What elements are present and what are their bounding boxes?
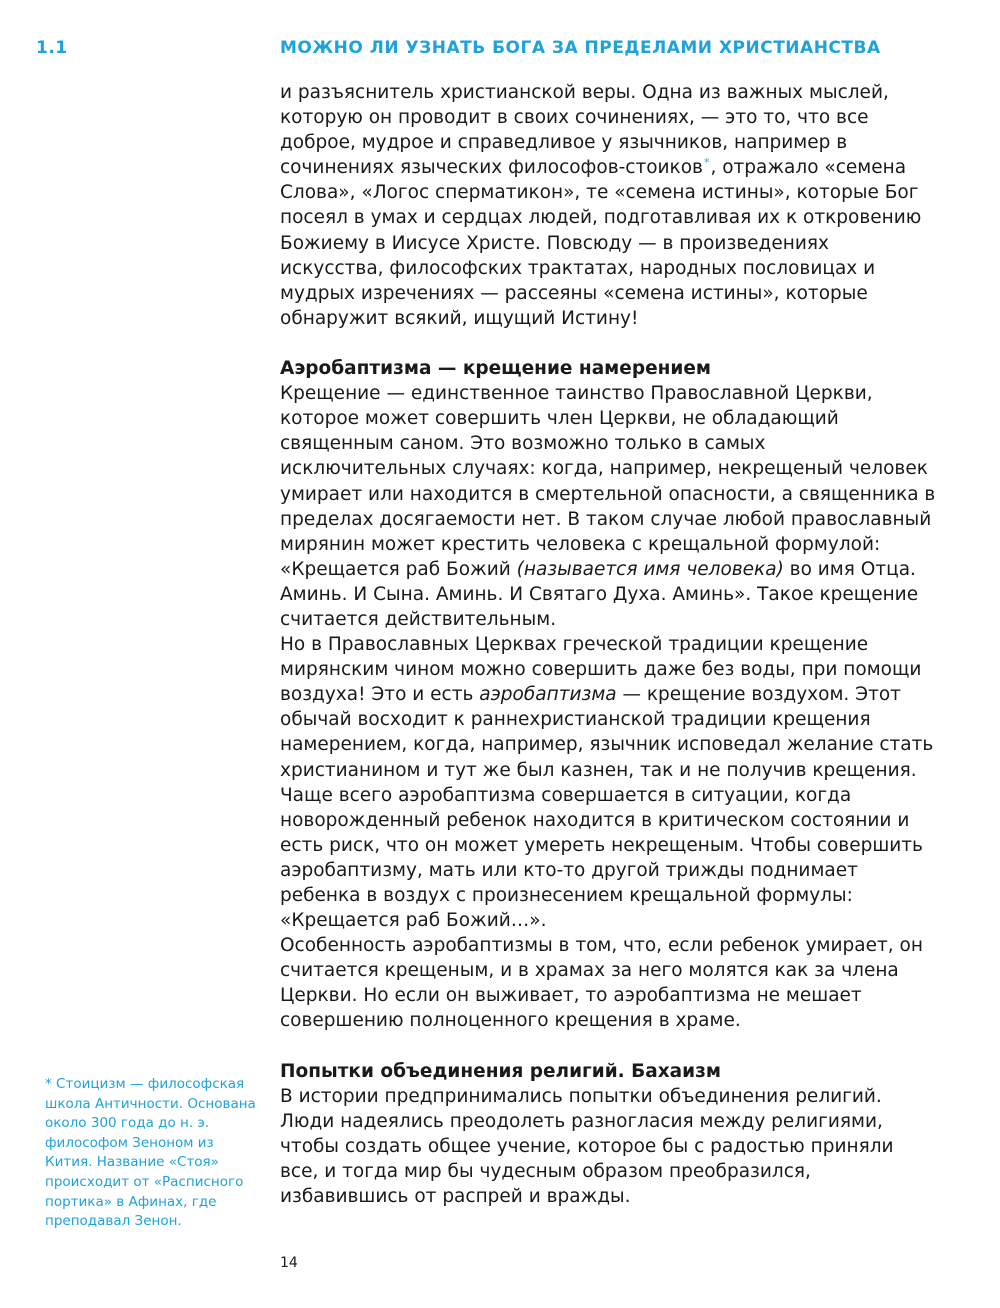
aerobaptism-p2-text: Но в Православных Церквах греческой традиции крещение мирянским чином можно совершить даже без воды, при помощи воздуха! Это и есть: [280, 634, 922, 706]
intro-paragraph: [280, 80, 936, 331]
aerobaptism-p2-text-end: — крещение воздухом. Этот обычай восходит к раннехристианской традиции крещения намерением, когда, например, язычник исповедал желание стать христианином и тут же был казнен, так и не получив крещения.: [280, 684, 934, 781]
aerobaptism-p1-text-end: во имя Отца. Аминь. И Сына. Аминь. И Святаго Духа. Аминь». Такое крещение считается действительным.: [280, 558, 919, 630]
sidenote-footnote: [45, 1075, 260, 1232]
aerobaptism-paragraph-2: [280, 632, 936, 783]
aerobaptism-p1-text: Крещение — единственное таинство Православной Церкви, которое может совершить член Церкви, не обладающий священным саном. Это возможно только в самых исключительных случаях: когда, например, некрещеный человек умирает или находится в смертельной опасности, а священника в пределах досягаемости нет. В таком случае любой православный мирянин может крестить человека с крещальной формулой: «Крещается раб Божий: [280, 383, 936, 580]
intro-text-part2: , отражало «семена Слова», «Логос сперматикон», те «семена истины», которые Бог посеял в умах и сердцах людей, подготавливая их к откровению Божиему в Иисусе Христе. Повсюду — в произведениях искусства, философских трактатах, народных пословицах и мудрых изречениях — рассеяны «семена истины», которые обнаружит всякий, ищущий Истину!: [280, 157, 922, 329]
footnote-marker: *: [703, 156, 710, 170]
sidenote-text: Стоицизм — философская школа Античности. Основана около 300 года до н. э. философом Зеноном из Кития. Название «Стоя» происходит от «Расписного портика» в Афинах, где преподавал Зенон.: [45, 1076, 256, 1230]
running-head: [36, 38, 960, 62]
section-heading-aerobaptism: Аэробаптизма — крещение намерением: [280, 358, 712, 380]
spacer: [280, 331, 936, 356]
chapter-title: МОЖНО ЛИ УЗНАТЬ БОГА ЗА ПРЕДЕЛАМИ ХРИСТИАНСТВА: [280, 38, 881, 58]
main-text-column: [280, 80, 936, 1209]
aerobaptism-paragraph-3: Чаще всего аэробаптизма совершается в ситуации, когда новорожденный ребенок находится в критическом состоянии и есть риск, что он может умереть некрещеным. Чтобы совершить аэробаптизму, мать или кто-то другой трижды поднимает ребенка в воздух с произнесением крещальной формулы: «Крещается раб Божий…».: [280, 784, 923, 932]
aerobaptism-paragraph-1: [280, 381, 936, 632]
spacer: [280, 1034, 936, 1059]
aerobaptism-paragraph-4: Особенность аэробаптизмы в том, что, если ребенок умирает, он считается крещеным, и в храмах за него молятся как за члена Церкви. Но если он выживает, то аэробаптизма не мешает совершению полноценного крещения в храме.: [280, 935, 923, 1032]
section-heading-bahai: Попытки объединения религий. Бахаизм: [280, 1060, 721, 1082]
bahai-paragraph-1: В истории предпринимались попытки объединения религий. Люди надеялись преодолеть разногласия между религиями, чтобы создать общее учение, которое бы с радостью приняли все, и тогда мир бы чудесным образом преобразился, избавившись от распрей и вражды.: [280, 1085, 894, 1208]
aerobaptism-p1-italic: (называется имя человека): [516, 558, 784, 580]
section-number: 1.1: [36, 38, 68, 58]
page-number: 14: [280, 1255, 298, 1271]
sidenote-marker: *: [45, 1076, 52, 1092]
intro-text-part1: и разъяснитель христианской веры. Одна из важных мыслей, которую он проводит в своих сочинениях, — это то, что все доброе, мудрое и справедливое у язычников, например в сочинениях языческих философов-стоиков: [280, 82, 889, 179]
aerobaptism-p2-italic: аэробаптизма: [479, 684, 617, 706]
